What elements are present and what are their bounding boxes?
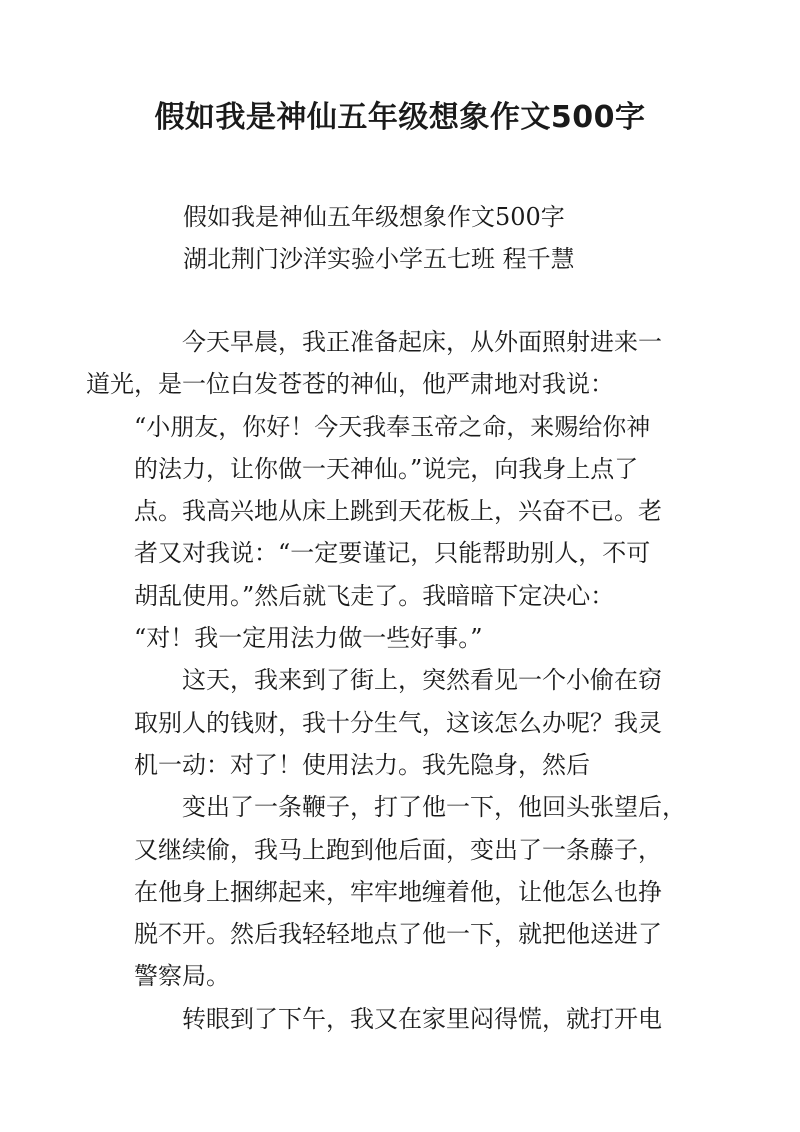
text-line: 者又对我说：“一定要谨记，只能帮助别人，不可 [134, 539, 651, 568]
text-line: 警察局。 [134, 962, 230, 991]
text-line: 今天早晨，我正准备起床，从外面照射进来一 [182, 328, 662, 356]
text-line: 胡乱使用。”然后就飞走了。我暗暗下定决心： [134, 581, 615, 610]
text-line: 这天，我来到了街上，突然看见一个小偷在窃 [182, 666, 662, 695]
text-line: 又继续偷，我马上跑到他后面，变出了一条藤子， [134, 835, 662, 864]
paragraph-2 [134, 659, 674, 786]
paragraph-4 [134, 998, 674, 1040]
paragraph-3 [134, 786, 686, 997]
text-line: 取别人的钱财，我十分生气，这该怎么办呢？我灵 [134, 708, 662, 737]
text-line: 道光，是一位白发苍苍的神仙，他严肃地对我说： [86, 370, 614, 399]
paragraph-1 [86, 321, 674, 659]
text-line: “对！我一定用法力做一些好事。” [134, 624, 483, 653]
text-line: 在他身上捆绑起来，牢牢地缠着他，让他怎么也挣 [134, 877, 662, 906]
text-line: “小朋友，你好！今天我奉玉帝之命，来赐给你神 [134, 412, 651, 441]
text-line: 转眼到了下午，我又在家里闷得慌，就打开电 [182, 1004, 662, 1033]
text-line: 变出了一条鞭子，打了他一下，他回头张望后， [182, 793, 686, 822]
text-line: 点。我高兴地从床上跳到天花板上，兴奋不已。老 [134, 497, 662, 526]
document-title: 假如我是神仙五年级想象作文500字 [154, 100, 646, 135]
essay-title-line: 假如我是神仙五年级想象作文500字 [183, 203, 565, 231]
essay-body [86, 321, 686, 1040]
text-line: 脱不开。然后我轻轻地点了他一下，就把他送进了 [134, 920, 662, 949]
text-line: 机一动：对了！使用法力。我先隐身，然后 [134, 750, 590, 779]
author-line: 湖北荆门沙洋实验小学五七班 程千慧 [183, 245, 575, 273]
text-line: 的法力，让你做一天神仙。”说完，向我身上点了 [134, 454, 639, 483]
